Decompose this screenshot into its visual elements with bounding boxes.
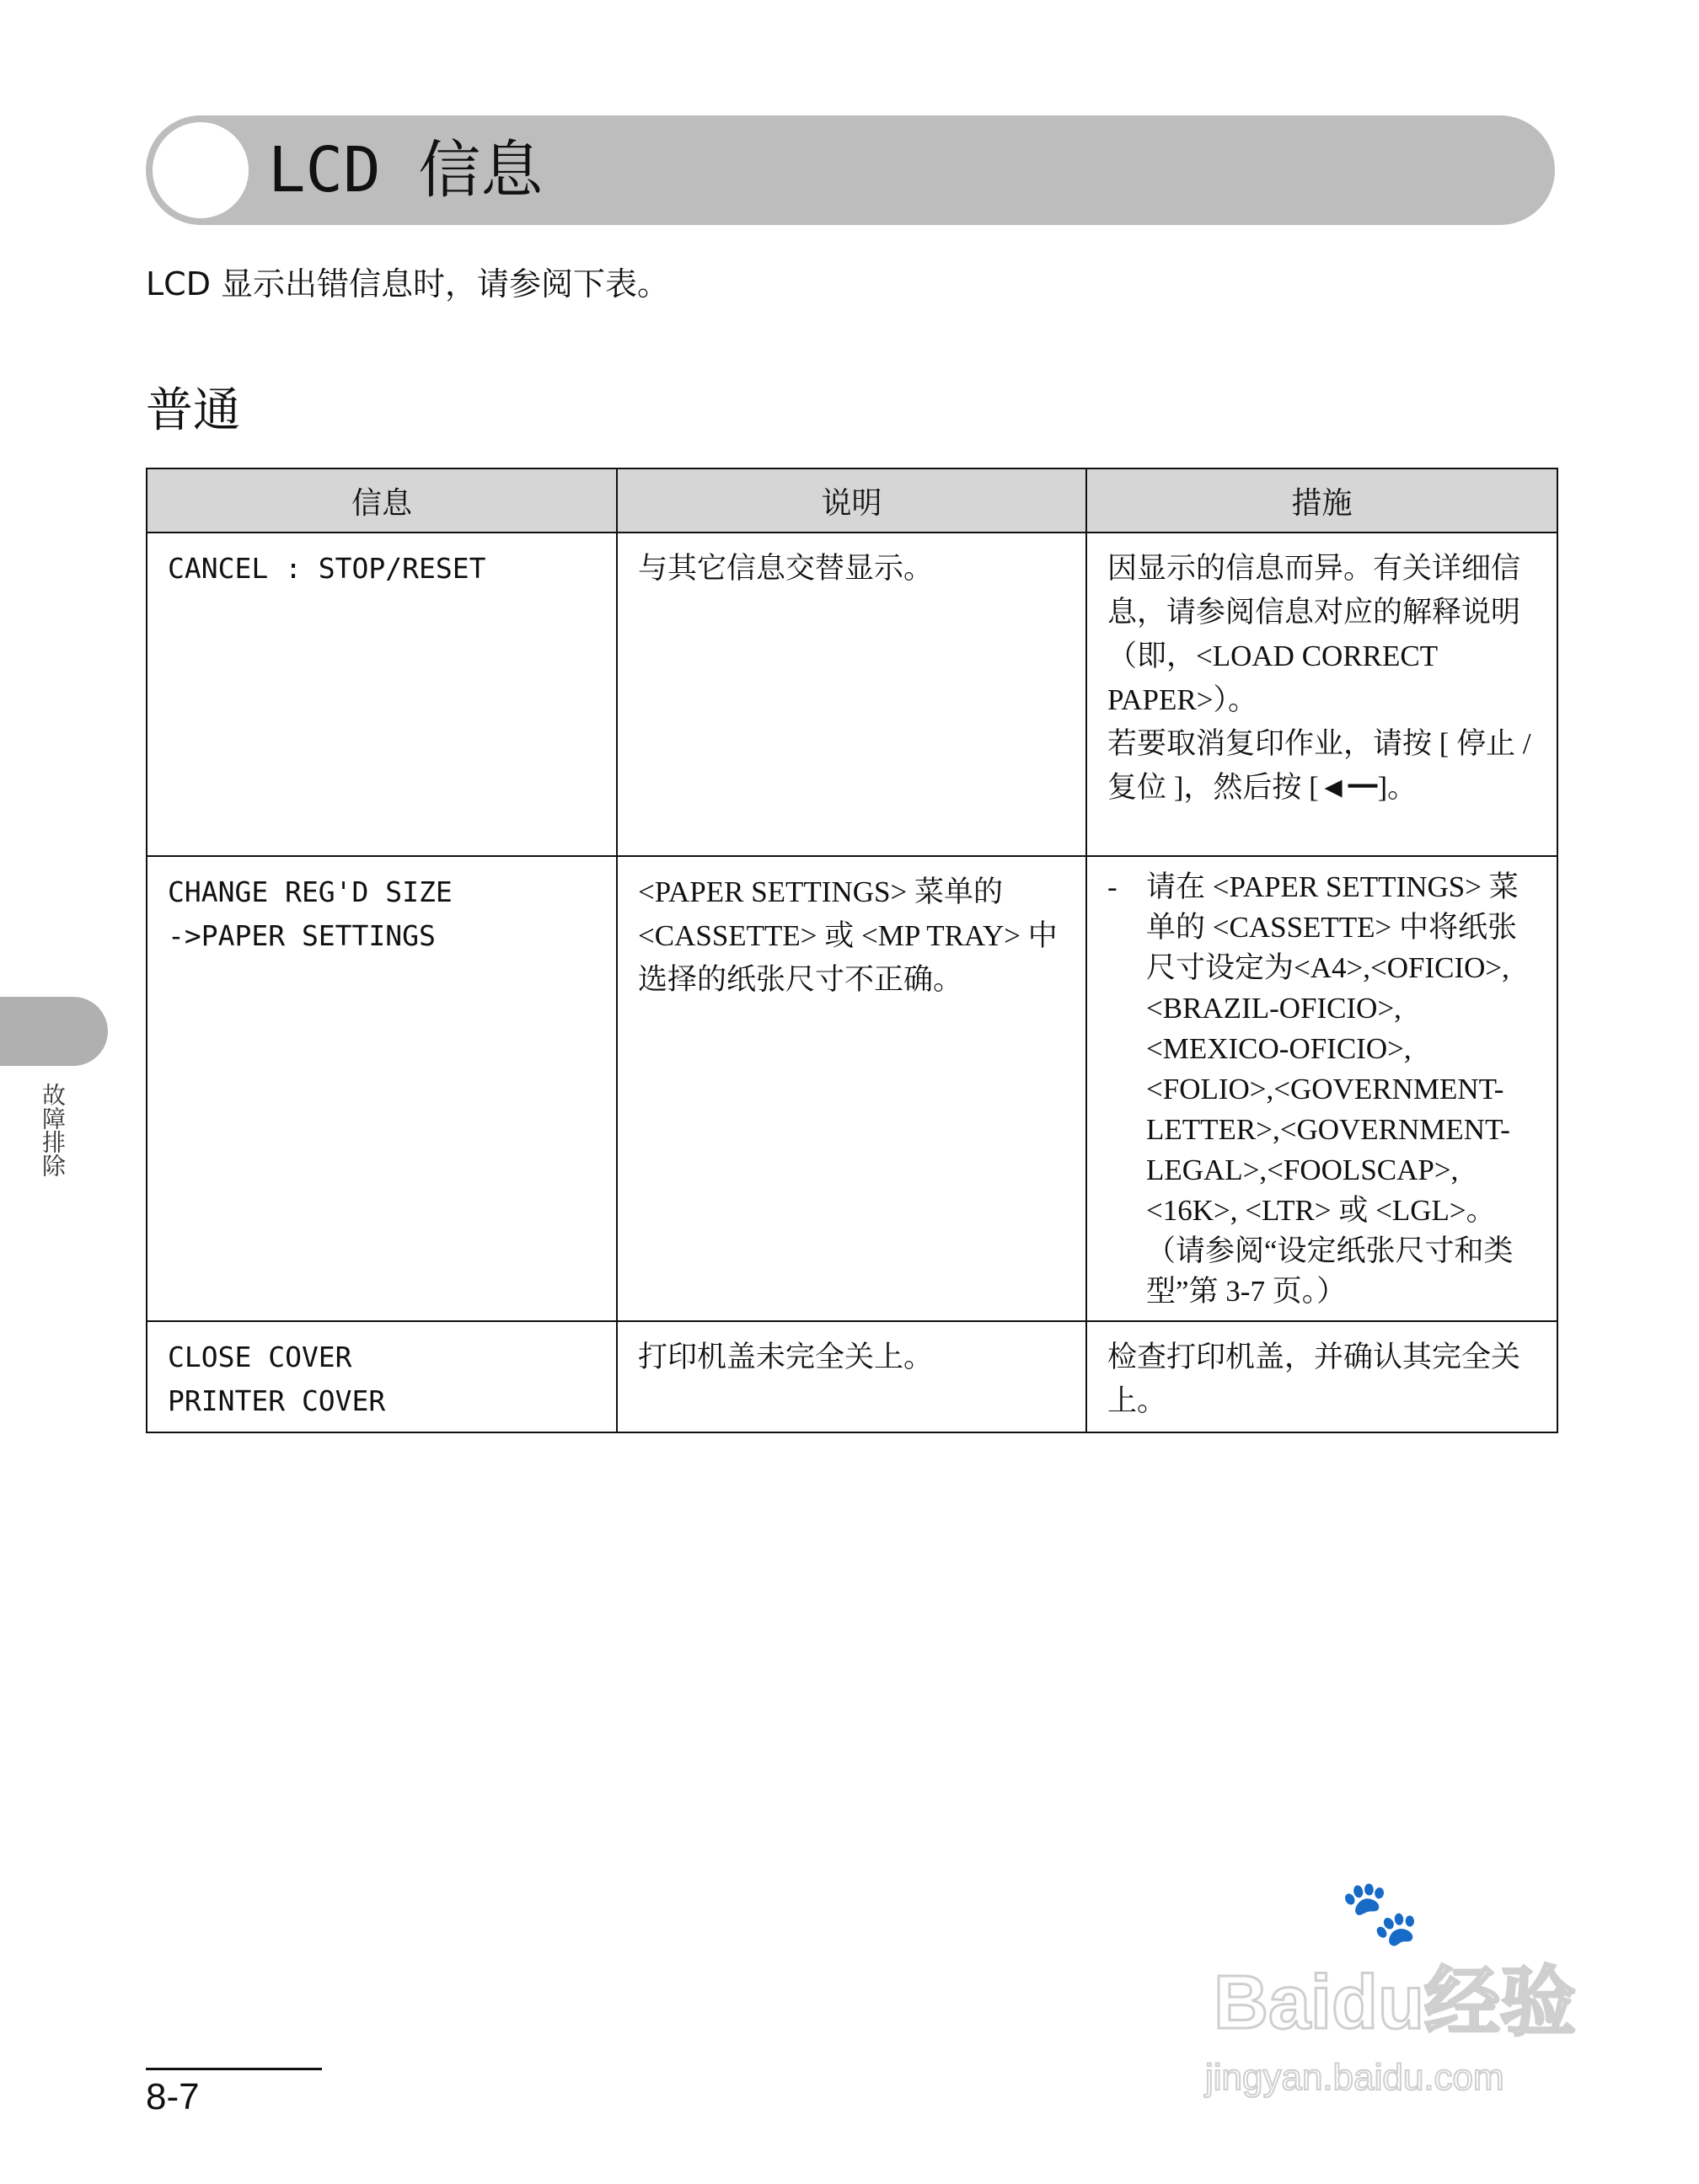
description-cell: [617, 856, 1086, 1321]
message-cell: [147, 533, 617, 856]
message-cell: [147, 856, 617, 1321]
table-row: [147, 533, 1557, 856]
message-text: CANCEL : STOP/RESET: [168, 552, 486, 585]
action-text: 因显示的信息而异。有关详细信息，请参阅信息对应的解释说明 （即，<LOAD CORRECT PAPER>）。: [1107, 552, 1528, 716]
paw-icon: 🐾: [1340, 1875, 1420, 1950]
page-title: LCD 信息: [268, 134, 544, 206]
description-text: 打印机盖未完全关上。: [638, 1341, 934, 1373]
message-text: PRINTER COVER: [168, 1384, 386, 1417]
footer-rule: [146, 2068, 322, 2070]
watermark-brand: Baidu经验: [1214, 1961, 1577, 2045]
lcd-message-table: [146, 468, 1558, 1433]
action-text: 检查打印机盖，并确认其完全关上。: [1107, 1341, 1521, 1417]
action-bullet-item: [1107, 867, 1536, 1312]
chapter-side-label: 故障排除: [39, 1083, 67, 1177]
intro-text: LCD 显示出错信息时，请参阅下表。: [146, 265, 670, 302]
baidu-watermark-logo: [1197, 1875, 1635, 2128]
table-row: [147, 856, 1557, 1321]
page-number: 8-7: [146, 2076, 200, 2117]
title-banner: [146, 115, 1555, 225]
message-cell: [147, 1321, 617, 1432]
column-header-description: 说明: [617, 468, 1086, 533]
table-row: [147, 1321, 1557, 1432]
watermark-url: jingyan.baidu.com: [1205, 2057, 1504, 2098]
column-header-action: 措施: [1086, 468, 1557, 533]
action-text: 若要取消复印作业，请按 [ 停止 / 复位 ]，然后按 [◄━]。: [1107, 727, 1539, 804]
section-title: 普通: [146, 383, 240, 438]
message-text: CLOSE COVER: [168, 1341, 352, 1373]
description-cell: [617, 533, 1086, 856]
message-text: CHANGE REG'D SIZE: [168, 875, 453, 908]
action-text: 请在 <PAPER SETTINGS> 菜单的 <CASSETTE> 中将纸张尺寸设定为<A4>,<OFICIO>, <BRAZIL-OFICIO>, <MEXICO-OFICIO>, <FOLIO>,<GOVERNMENT-LETTER>,<GOVERNMENT-LEGAL>,<FOOLSCAP>,<16K>, <LTR> 或 <LGL>。（请参阅“设定纸张尺寸和类型”第 3-7 页。）: [1146, 870, 1519, 1308]
message-text: ->PAPER SETTINGS: [168, 919, 436, 952]
action-cell: [1086, 856, 1557, 1321]
bullet-dash: -: [1107, 870, 1117, 903]
column-header-message: 信息: [147, 468, 617, 533]
description-text: 与其它信息交替显示。: [638, 552, 934, 585]
table-header-row: [147, 468, 1557, 533]
title-circle-decoration: [153, 122, 249, 218]
chapter-side-tab: [0, 997, 108, 1066]
action-cell: [1086, 1321, 1557, 1432]
action-cell: [1086, 533, 1557, 856]
description-text: <PAPER SETTINGS> 菜单的 <CASSETTE> 或 <MP TRAY> 中选择的纸张尺寸不正确。: [638, 875, 1058, 996]
description-cell: [617, 1321, 1086, 1432]
